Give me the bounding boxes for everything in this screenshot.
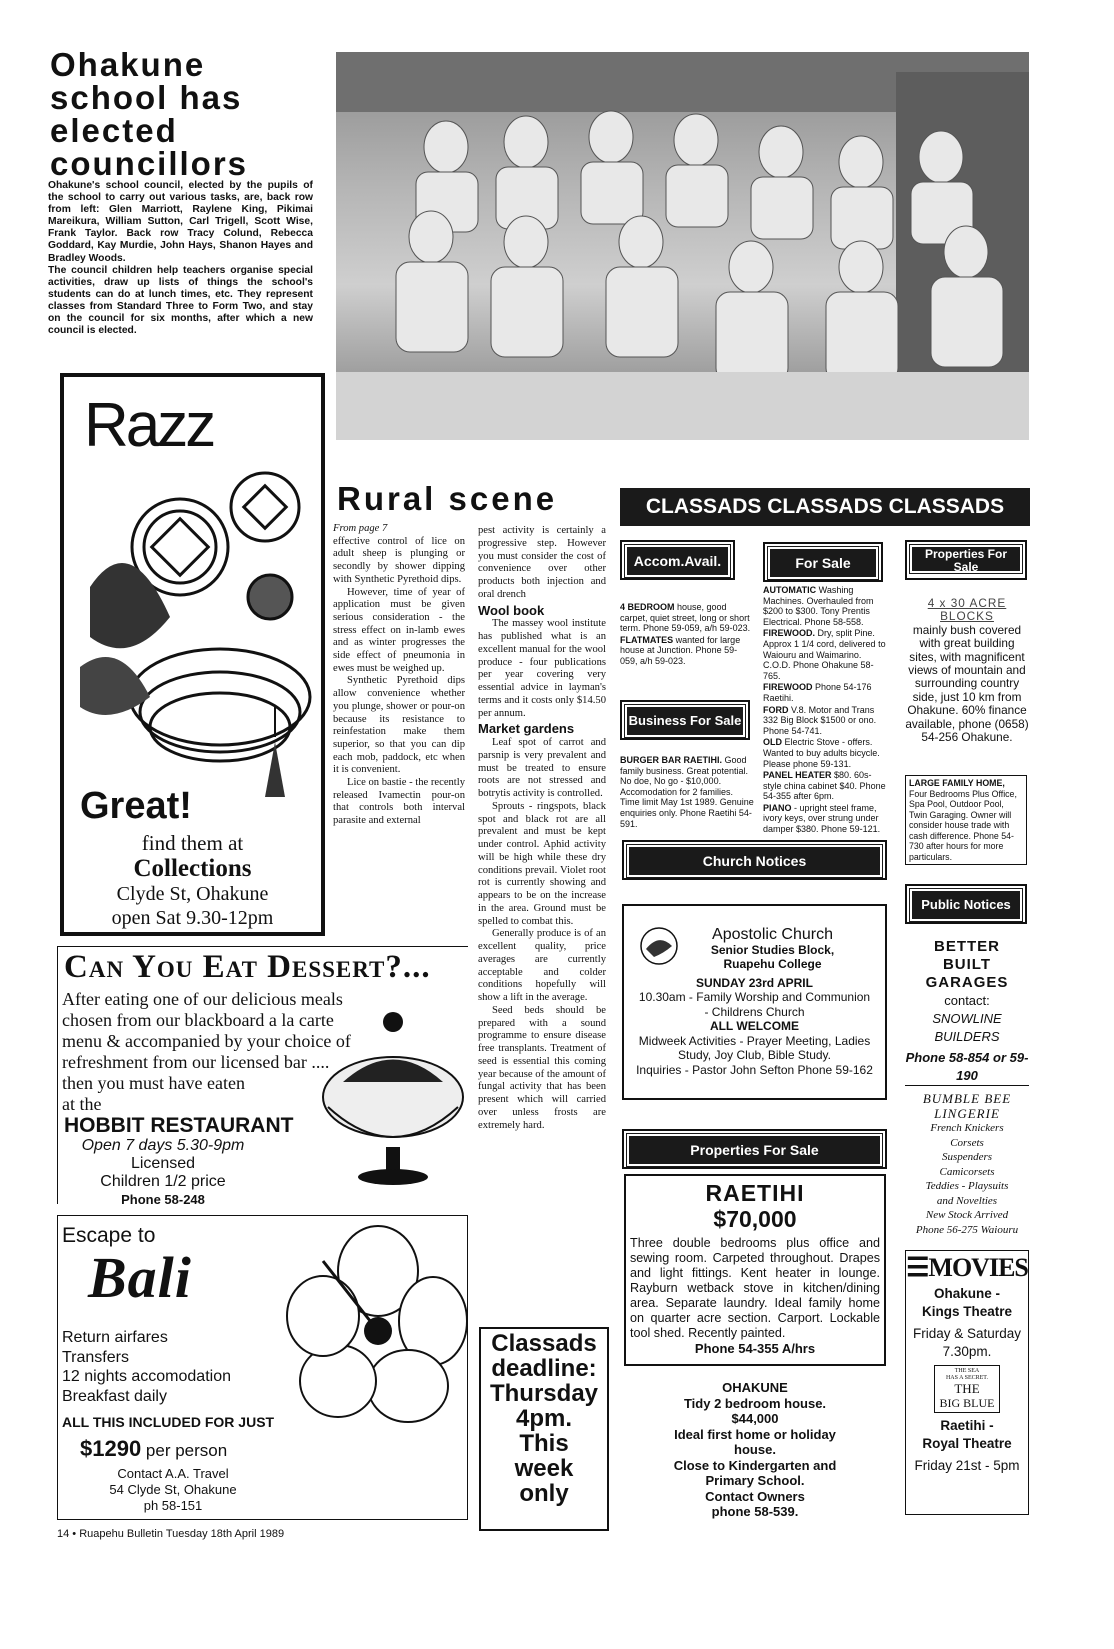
forsale-ad-2: FIREWOOD. Dry, split Pine. Approx 1 1/4 cord, delivered to Waiouru and Waimarino. C.O.D. Phone Ohakune 58-765.: [763, 628, 886, 681]
lingerie-line-5: Suspenders: [941, 1151, 993, 1163]
school-photo-illustration: [336, 52, 1029, 440]
lingerie-line-2: LINGERIE: [934, 1105, 1000, 1121]
school-caption-p1: Ohakune's school council, elected by the pupils of the school to carry out various tasks, are, back row from left: Glen Marriott, Raylene King, Pikimai Mareikura, William Sutton, Carl Trigell, Scott Wise, Frank Taylor. Back row Tracy Colund, Rebecca Goddard, Kay Murdie, John Hays, Shanon Hayes and Bradley Woods.: [48, 180, 313, 264]
raetihi-house-ad: [624, 1174, 886, 1366]
bali-line-1: Return airfares: [62, 1329, 168, 1346]
dove-icon: [634, 921, 684, 971]
church-line-1: 10.30am - Family Worship and Communion: [638, 990, 871, 1004]
movies-raetihi-2: Royal Theatre: [922, 1436, 1012, 1451]
hobbit-children: Children 1/2 price: [100, 1173, 226, 1190]
rural-p3: Synthetic Pyrethoid dips allow convenience whether you plunge, shower or pour-on because its resistance to reinfestation make them superior, so that you can dip each mob, paddock, etc when it is convenient.: [333, 675, 465, 776]
bali-line-3: 12 nights accomodation: [62, 1368, 231, 1385]
bali-features: [62, 1328, 231, 1406]
rural-p2: However, time of year of application must be given serious consideration - the stress effect on in-lamb ewes and as winter progresses the side effect of pneumonia in ewes must be weighed up.: [333, 586, 465, 674]
bali-price: $1290: [80, 1436, 142, 1461]
church-sunday: SUNDAY 23rd APRIL: [696, 975, 813, 990]
blocks-ad: [905, 597, 1029, 744]
business-ads: [620, 755, 754, 830]
hobbit-line-4: refreshment from our licensed bar ....: [62, 1052, 330, 1072]
movies-logo-row: [906, 1251, 1028, 1285]
large-home-ad: [905, 775, 1027, 865]
school-headline: Ohakune school has elected councillors: [50, 46, 249, 182]
garages-builder-2: BUILDERS: [934, 1029, 1000, 1044]
forsale-ad-6: PANEL HEATER $80. 60s-style china cabinet $40. Phone 54-355 after 6pm.: [763, 770, 886, 802]
bali-line-2: Transfers: [62, 1348, 129, 1366]
bali-price-row: [80, 1436, 227, 1462]
hobbit-copy: [62, 989, 351, 1115]
ohakune-line-5: Close to Kindergarten and: [673, 1457, 837, 1473]
hobbit-name: HOBBIT RESTAURANT: [64, 1114, 294, 1137]
lingerie-line-8: and Novelties: [936, 1194, 998, 1207]
rural-headline: Rural scene: [337, 480, 558, 517]
movies-theatre-4: 7.30pm.: [942, 1344, 992, 1359]
business-ad-1: BURGER BAR RAETIHI. Good family business. Great potential. No doe, No go - $10,000. Accomodation for 2 families. Time limit May 1st 1989. Genuine enquiries only. Phone Raetihi 54-591.: [620, 755, 754, 829]
hobbit-line-5: then you must have eaten: [62, 1073, 245, 1093]
accom-header: [620, 540, 735, 580]
film-poster: [934, 1365, 1000, 1413]
movies-logo: MOVIES: [928, 1253, 1028, 1282]
lingerie-line-6: Camicorsets: [939, 1165, 995, 1178]
movies-raetihi-3: Friday 21st - 5pm: [914, 1458, 1020, 1473]
lingerie-line-4: Corsets: [950, 1136, 984, 1149]
church-name: Apostolic Church: [712, 926, 833, 943]
razz-ad: [60, 373, 325, 936]
lingerie-line-1: BUMBLE BEE: [922, 1091, 1012, 1106]
hobbit-open: Open 7 days 5.30-9pm: [81, 1137, 245, 1154]
hobbit-line-1: After eating one of our delicious meals: [62, 989, 343, 1009]
deadline-line-7: only: [519, 1480, 569, 1507]
ohakune-line-4: house.: [734, 1442, 776, 1457]
rural-p7: Leaf spot of carrot and parsnip is very prevalent and must be treated to ensure roots are not stressed and botrytis activity is controlled.: [478, 737, 606, 799]
properties-header: [905, 540, 1027, 580]
church-venue-2: Ruapehu College: [723, 957, 822, 971]
ohakune-line-6: Primary School.: [705, 1473, 805, 1488]
razz-shop: Collections: [133, 855, 252, 882]
rural-p8: Sprouts - ringspots, black spot and black rot are all prevalent and must be kept under control. Aphid activity will be high while these dry conditions prevail. Violet root rot is currently showing and appears to be on the increase in the area. Ground must be spelled to combat this.: [478, 800, 606, 927]
ohakune-line-7: Contact Owners: [705, 1488, 805, 1504]
bali-contact-3: ph 58-151: [143, 1498, 203, 1513]
school-caption-p2: The council children help teachers organise special activities, draw up lists of things the school's students can do at lunch times, etc. They represent classes from Standard Three to Form Two, and stay on the council for six months, after which a new council is elected.: [48, 264, 313, 337]
movies-theatre-3: Friday & Saturday: [912, 1326, 1022, 1341]
rural-p4: Lice on bastie - the recently released Ivamectin pour-on that controls both interval parasite and external: [333, 777, 465, 827]
church-line-4: Study, Joy Club, Bible Study.: [678, 1048, 831, 1062]
bali-line-4: Breakfast daily: [62, 1387, 167, 1405]
ohakune-line-2: $44,000: [731, 1411, 779, 1426]
garages-builder-1: SNOWLINE: [932, 1011, 1002, 1026]
hobbit-line-2: chosen from our blackboard a la carte: [62, 1010, 334, 1030]
properties2-header: [622, 1129, 887, 1169]
hobbit-line-6: at the: [62, 1094, 102, 1114]
public-header-label: Public Notices: [910, 889, 1022, 921]
forsale-ad-1: AUTOMATIC Washing Machines. Overhauled from $200 to $300. Tony Prentis Electrical. Phone 58-558.: [763, 585, 874, 627]
movies-ad: [905, 1250, 1029, 1515]
forsale-ads: [763, 585, 887, 836]
bali-included: ALL THIS INCLUDED FOR JUST: [62, 1414, 275, 1430]
rural-market-heading: Market gardens: [478, 721, 575, 737]
properties-header-label: Properties For Sale: [910, 545, 1022, 573]
raetihi-phone: Phone 54-355 A/hrs: [694, 1341, 816, 1356]
garages-line-3: GARAGES: [925, 974, 1009, 991]
rural-column-1: [333, 523, 465, 828]
hibiscus-illustration: [283, 1221, 469, 1431]
deadline-line-6: week: [514, 1455, 574, 1482]
business-header-label: Business For Sale: [625, 705, 745, 737]
raetihi-price: $70,000: [713, 1206, 797, 1232]
jewellery-illustration: [70, 467, 320, 807]
accom-ad-1: 4 BEDROOM house, good carpet, quiet street, long or short term. Phone 59-059, a/h 59-023.: [620, 602, 751, 634]
ohakune-house-ad: [624, 1380, 886, 1520]
razz-great: Great!: [80, 785, 192, 827]
rural-p5: pest activity is certainly a progressive step. However you must consider the cost of convenience over other products both injection and oral drench: [478, 525, 606, 600]
church-header-label: Church Notices: [627, 845, 882, 877]
forsale-ad-7: PIANO - upright steel frame, ivory keys, over strung under damper $380. Phone 59-121.: [763, 802, 881, 835]
film-title-2: BIG BLUE: [939, 1396, 995, 1410]
business-header: [620, 700, 750, 740]
movies-theatre-2: Kings Theatre: [921, 1304, 1013, 1319]
blocks-text: mainly bush covered with great building sites, with magnificent views of mountain and surrounding country side, just 10 km from Ohakune. 60% finance available, phone (0658) 54-256 Ohakune.: [905, 622, 1029, 745]
garages-phone: Phone 58-854 or 59-190: [905, 1050, 1029, 1083]
lingerie-line-3: French Knickers: [930, 1122, 1004, 1134]
rural-p1: effective control of lice on adult sheep is plunging or secondly by shower dipping with Synthetic Pyrethoid dips.: [333, 535, 465, 585]
film-title-1: THE: [954, 1381, 980, 1396]
rural-p9: Generally produce is of an excellent quality, price averages are currently acceptable and colder conditions hopefully will show a lift in the average.: [478, 928, 606, 1003]
forsale-header-label: For Sale: [768, 547, 878, 579]
raetihi-town: RAETIHI: [705, 1180, 805, 1206]
large-home-text: LARGE FAMILY HOME, Four Bedrooms Plus Office, Spa Pool, Outdoor Pool, Twin Garaging. Owner will consider house trade with cash difference. Phone 54-730 after hours for more particulars.: [909, 778, 1017, 862]
deadline-line-5: This: [519, 1430, 569, 1457]
deadline-line-4: 4pm.: [515, 1405, 572, 1432]
razz-logo: Razz: [84, 391, 214, 460]
church-notice: [622, 904, 887, 1100]
public-header: [905, 884, 1027, 924]
garages-line-1: BETTER: [934, 938, 1000, 955]
rural-p6: The massey wool institute has published what is an excellent manual for the wool produce - four publications per year covering very essential advice in layman's terms and it costs only $14.50 per annum.: [478, 618, 606, 719]
school-photo: [336, 52, 1029, 440]
ohakune-line-8: phone 58-539.: [711, 1504, 799, 1519]
hobbit-details: [58, 1137, 268, 1209]
bali-per: per person: [145, 1441, 228, 1460]
bali-contact-1: Contact A.A. Travel: [117, 1466, 229, 1481]
deadline-line-1: Classads: [491, 1330, 597, 1357]
church-header: [622, 840, 887, 880]
hobbit-phone: Phone 58-248: [121, 1192, 205, 1207]
forsale-header: [763, 542, 883, 582]
church-line-2: - Childrens Church: [704, 1004, 805, 1019]
properties2-header-label: Properties For Sale: [627, 1134, 882, 1166]
hobbit-ad: [57, 946, 468, 1207]
blocks-title: 4 x 30 ACRE BLOCKS: [927, 596, 1007, 624]
forsale-ad-5: OLD Electric Stove - offers. Wanted to buy adults bicycle. Please phone 59-131.: [763, 737, 880, 769]
hobbit-headline: Can You Eat Dessert?...: [64, 949, 431, 985]
bali-contact: [58, 1466, 288, 1514]
film-reel-icon: ☰: [906, 1253, 929, 1282]
deadline-line-3: Thursday: [489, 1380, 599, 1407]
rural-column-2: [478, 525, 606, 1132]
garages-ad: [905, 938, 1029, 1085]
ohakune-line-1: Tidy 2 bedroom house.: [683, 1395, 827, 1411]
church-line-5: Inquiries - Pastor John Sefton Phone 59-162: [636, 1062, 873, 1077]
garages-line-2: BUILT: [942, 956, 992, 973]
church-welcome: ALL WELCOME: [709, 1019, 800, 1033]
raetihi-text: Three double bedrooms plus office and sewing room. Carpeted throughout. Drapes and light fittings. Kent heater in lounge. Rayburn wetback stove in kitchen/dining area. Separate laundry. Ideal family home on quarter acre section. Carport. Lockable tool shed. Recently painted.: [630, 1236, 880, 1340]
church-line-3: Midweek Activities - Prayer Meeting, Ladies: [638, 1033, 871, 1048]
movies-theatre-1: Ohakune -: [933, 1286, 1000, 1301]
garages-contact: contact:: [944, 993, 990, 1008]
razz-hours: open Sat 9.30-12pm: [111, 907, 274, 929]
accom-ad-2: FLATMATES wanted for large house at Junction. Phone 59-059, a/h 59-023.: [620, 634, 741, 666]
film-tagline-2: HAS A SECRET.: [945, 1375, 989, 1381]
rural-wool-heading: Wool book: [478, 602, 545, 618]
deadline-line-2: deadline:: [491, 1355, 597, 1382]
classads-deadline: [479, 1327, 609, 1531]
page-footer: 14 • Ruapehu Bulletin Tuesday 18th April 1989: [57, 1528, 285, 1540]
bali-logo: Bali: [88, 1245, 192, 1310]
razz-address: Clyde St, Ohakune: [116, 883, 269, 905]
lingerie-ad: [905, 1085, 1029, 1237]
lingerie-line-7: Teddies - Playsuits: [925, 1180, 1009, 1192]
school-caption: [48, 180, 313, 337]
ohakune-line-3: Ideal first home or holiday: [674, 1426, 836, 1442]
ohakune-town: OHAKUNE: [722, 1380, 788, 1395]
hobbit-line-3: menu & accompanied by your choice of: [62, 1031, 351, 1051]
accom-ads: [620, 602, 754, 668]
rural-p10: Seed beds should be prepared with a sound programme to ensure disease free transplants. Treatment of seed is essential this coming year because of the amount of fungal activity that has been present which will carried over unless frosts are extremely hard.: [478, 1004, 606, 1131]
film-tagline-1: THE SEA: [954, 1368, 980, 1374]
church-venue-1: Senior Studies Block,: [710, 942, 835, 957]
rural-from: From page 7: [333, 523, 388, 534]
lingerie-line-10: Phone 56-275 Waiouru: [915, 1223, 1019, 1236]
bali-ad: [57, 1215, 468, 1520]
bali-escape: Escape to: [62, 1224, 156, 1247]
movies-raetihi-1: Raetihi -: [940, 1418, 994, 1433]
accom-header-label: Accom.Avail.: [625, 545, 730, 577]
lingerie-line-9: New Stock Arrived: [925, 1209, 1009, 1221]
forsale-ad-4: FORD V.8. Motor and Trans 332 Big Block $1500 or ono. Phone 54-741.: [763, 704, 877, 736]
classads-banner: CLASSADS CLASSADS CLASSADS: [620, 488, 1030, 526]
bali-contact-2: 54 Clyde St, Ohakune: [109, 1482, 237, 1497]
hobbit-licensed: Licensed: [130, 1155, 196, 1172]
razz-find: find them at: [141, 831, 244, 855]
forsale-ad-3: FIREWOOD Phone 54-176 Raetihi.: [763, 682, 872, 703]
